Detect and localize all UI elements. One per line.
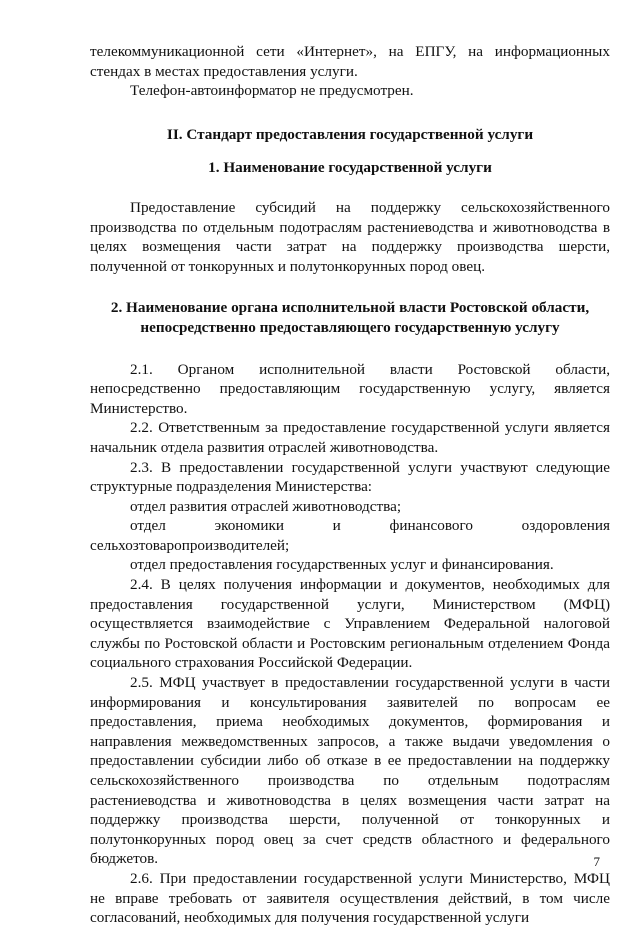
page-number: 7	[593, 854, 600, 869]
clause-paragraph: 2.4. В целях получения информации и документов, необходимых для предоставления государственной услуги, Министерством (МФЦ) осуществляется взаимодействие с Управлением Федеральной налоговой службы по Ростовской области и Ростовским региональным отделением Фонда социального страхования Российской Федерации.	[90, 576, 610, 672]
intro-paragraph: Телефон-автоинформатор не предусмотрен.	[130, 82, 414, 100]
section-title: II. Стандарт предоставления государственной услуги	[166, 125, 534, 143]
list-item: отдел развития отраслей животноводства;	[130, 497, 402, 515]
intro-paragraph: телекоммуникационной сети «Интернет», на ЕПГУ, на информационных стендах в местах предоставления услуги.	[90, 43, 610, 80]
body-paragraph: Предоставление субсидий на поддержку сельскохозяйственного производства по отдельным подотраслям растениеводства и животноводства в целях возмещения части затрат на поддержку производства шерсти, полученной от тонкорунных и полутонкорунных пород овец.	[90, 198, 610, 275]
list-item: отдел предоставления государственных услуг и финансирования.	[130, 556, 554, 574]
list-item: отдел экономики и финансового оздоровления сельхозтоваропроизводителей;	[90, 517, 610, 554]
clause-paragraph: 2.5. МФЦ участвует в предоставлении государственной услуги в части информирования и консультирования заявителей по вопросам ее предоставления, приема необходимых документов, формирования и направления межведомственных запросов, а также выдачи уведомления о предоставлении субсидии либо об отказе в ее предоставлении на поддержку сельскохозяйственного производства по отдельным подотраслям растениеводства и животноводства в целях возмещения части затрат на поддержку производства шерсти, полученной от тонкорунных и полутонкорунных пород овец за счет средств областного и федерального бюджетов.	[90, 674, 610, 868]
document-body	[90, 42, 610, 928]
clause-paragraph: 2.1. Органом исполнительной власти Ростовской области, непосредственно предоставляющим государственную услугу, является Министерство.	[90, 360, 610, 417]
subsection-heading: 2. Наименование органа исполнительной власти Ростовской области, непосредственно предоставляющего государственную услугу	[110, 299, 590, 336]
clause-paragraph: 2.3. В предоставлении государственной услуги участвуют следующие структурные подразделения Министерства:	[90, 458, 610, 496]
subsection-heading: 1. Наименование государственной услуги	[208, 159, 492, 177]
clause-paragraph: 2.6. При предоставлении государственной услуги Министерство, МФЦ не вправе требовать от заявителя осуществления действий, в том числе согласований, необходимых для получения государственной услуги	[90, 869, 610, 927]
clause-paragraph: 2.2. Ответственным за предоставление государственной услуги является начальник отдела развития отраслей животноводства.	[90, 419, 610, 456]
